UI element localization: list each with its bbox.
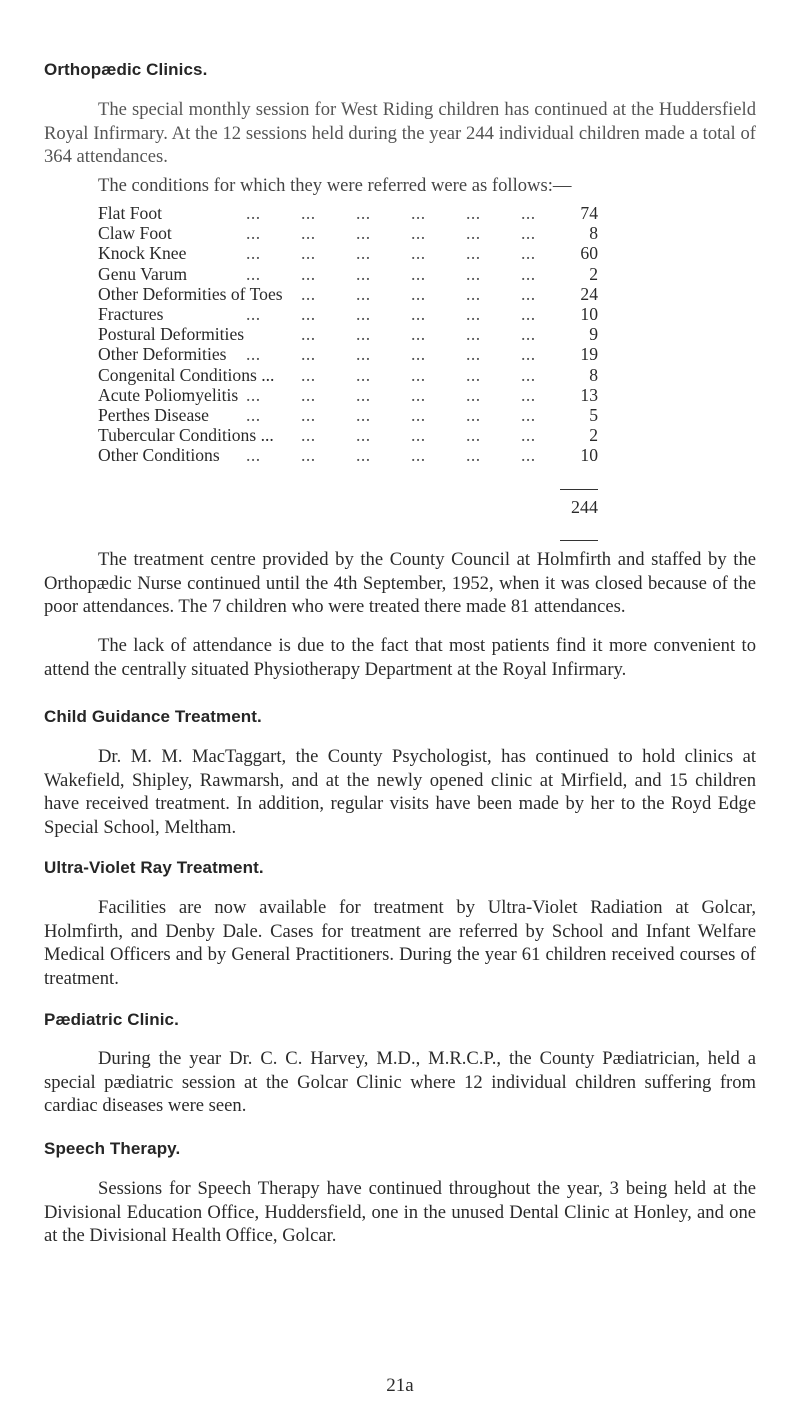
paediatric-paragraph: During the year Dr. C. C. Harvey, M.D., M.R.C.P., the County Pædiatrician, held a special pædiatric session at the Golcar Clinic where 12 individual children suffering from cardiac diseases were seen. [44,1048,756,1116]
condition-label: Other Deformities of Toes [98,283,283,304]
heading-ultra-violet: Ultra-Violet Ray Treatment. [44,858,264,877]
orthopaedic-paragraph-3: The treatment centre provided by the County Council at Holmfirth and staffed by the Orthopædic Nurse continued until the 4th September, 1952, when it was closed because of the poor attendances. The 7 children who were treated there made 81 attendances. [44,549,756,617]
total-rule-top [560,489,598,490]
condition-label: Other Conditions [98,445,220,466]
condition-label: Other Deformities [98,344,227,365]
heading-paediatric-clinic: Pædiatric Clinic. [44,1010,179,1029]
condition-label: Acute Poliomyelitis [98,384,239,405]
condition-label: Fractures [98,303,164,324]
condition-label: Postural Deformities [98,324,245,345]
condition-label: Tubercular Conditions ... [98,425,274,446]
condition-count: 24 [580,283,598,304]
condition-count: 13 [580,384,598,405]
heading-child-guidance: Child Guidance Treatment. [44,707,262,726]
heading-speech-therapy: Speech Therapy. [44,1139,181,1158]
condition-count: 9 [589,324,598,345]
condition-label: Genu Varum [98,263,188,284]
total-rule-bottom [560,540,598,541]
condition-row: ... ... ... ... ... Other Deformities of Toes 24 [98,283,598,304]
condition-label: Perthes Disease [98,404,209,425]
conditions-table [98,203,598,517]
condition-row: ... ... ... ... ... ... Acute Poliomyelitis 13 [98,384,598,405]
condition-count: 19 [580,344,598,365]
orthopaedic-paragraph-4: The lack of attendance is due to the fact that most patients find it more convenient to attend the centrally situated Physiotherapy Department at the Royal Infirmary. [44,635,756,680]
orthopaedic-paragraph-1: The special monthly session for West Riding children has continued at the Huddersfield Royal Infirmary. At the 12 sessions held during the year 244 individual children made a total of 364 attendances. [44,99,756,167]
condition-count: 5 [589,404,598,425]
condition-count: 2 [589,263,598,284]
condition-row: ... ... ... ... ... Postural Deformities 9 [98,324,598,345]
conditions-total: 244 [571,497,598,517]
condition-label: Congenital Conditions ... [98,364,275,385]
condition-count: 10 [580,303,598,324]
child-guidance-paragraph: Dr. M. M. MacTaggart, the County Psychologist, has continued to hold clinics at Wakefield, Shipley, Rawmarsh, and at the newly opened clinic at Mirfield, and 15 children have received treatment. In addition, regular visits have been made by her to the Royd Edge Special School, Meltham. [44,746,756,838]
condition-row: ... ... ... ... ... Tubercular Conditions ... 2 [98,425,598,446]
condition-count: 10 [580,445,598,466]
condition-row: ... ... ... ... ... ... Fractures 10 [98,303,598,324]
page-number: 21a [386,1375,414,1396]
condition-row: ... ... ... ... ... ... Perthes Disease 5 [98,404,598,425]
condition-label: Claw Foot [98,223,172,244]
ultra-violet-paragraph: Facilities are now available for treatment by Ultra-Violet Radiation at Golcar, Holmfirth, and Denby Dale. Cases for treatment are referred by School and Infant Welfare Medical Officers and by General Practitioners. During the year 61 children received courses of treatment. [44,897,756,989]
orthopaedic-paragraph-2: The conditions for which they were referred were as follows:— [98,175,572,196]
condition-row: ... ... ... ... ... ... Other Deformities 19 [98,344,598,365]
condition-row: ... ... ... ... ... ... Genu Varum 2 [98,263,598,284]
condition-count: 8 [589,223,598,244]
condition-row: ... ... ... ... ... ... Knock Knee 60 [98,243,598,264]
condition-count: 60 [580,243,598,264]
condition-label: Knock Knee [98,243,187,264]
condition-row: ... ... ... ... ... Congenital Conditions ... 8 [98,364,598,385]
condition-row: ... ... ... ... ... ... Claw Foot 8 [98,223,598,244]
condition-count: 2 [589,425,598,446]
condition-label: Flat Foot [98,203,163,223]
speech-therapy-paragraph: Sessions for Speech Therapy have continued throughout the year, 3 being held at the Divisional Education Office, Huddersfield, one in the unused Dental Clinic at Honley, and one at the Divisional Health Office, Golcar. [44,1178,756,1246]
condition-row: ... ... ... ... ... ... Flat Foot 74 [98,203,598,223]
condition-count: 74 [580,203,598,223]
condition-count: 8 [589,364,598,385]
heading-orthopaedic-clinics: Orthopædic Clinics. [44,60,208,79]
condition-row: ... ... ... ... ... ... Other Conditions 10 [98,445,598,466]
